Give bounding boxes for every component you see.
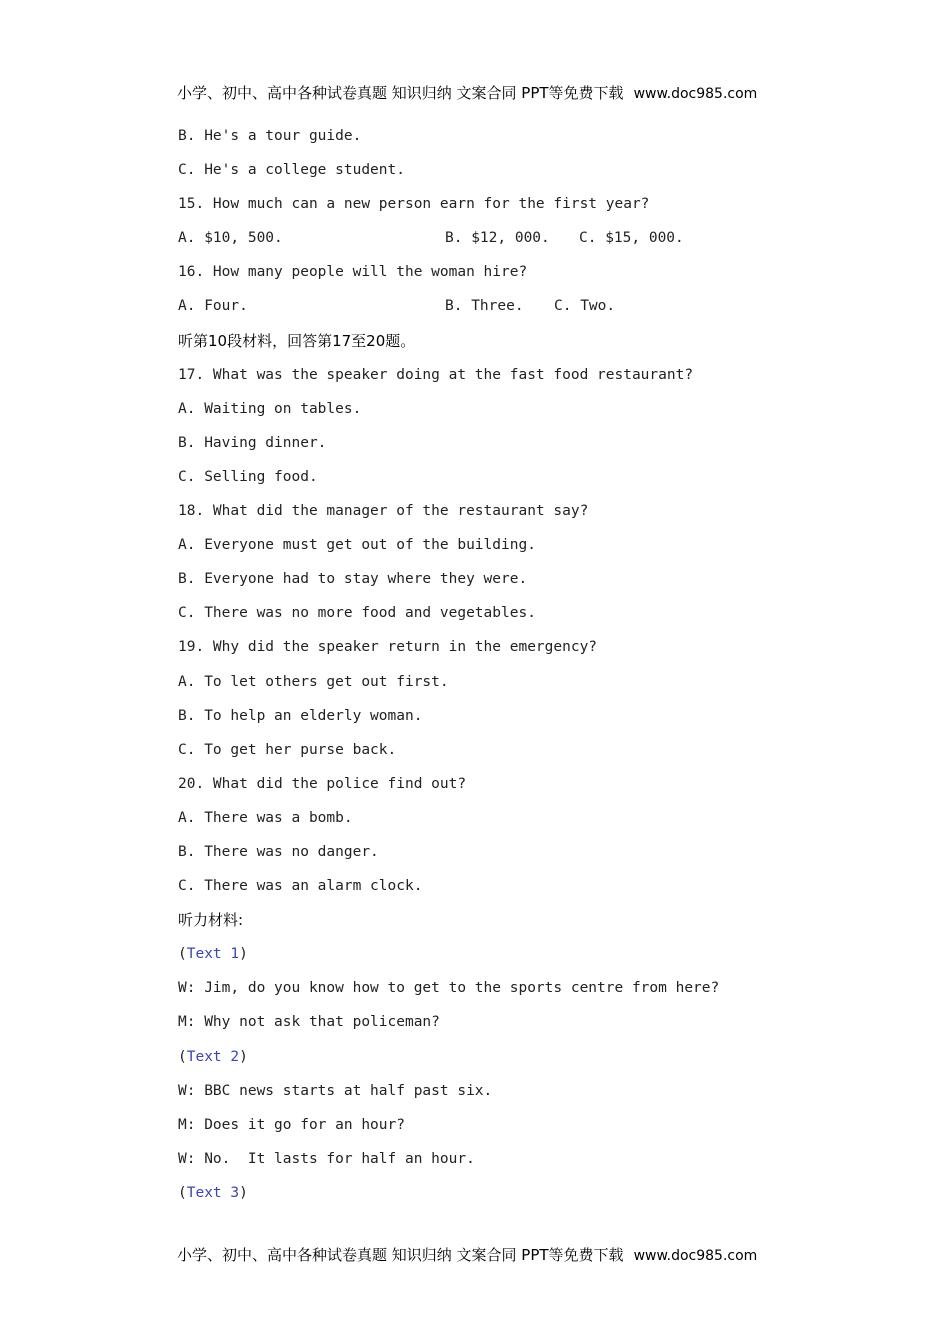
- q15-options: [178, 226, 798, 260]
- q15-option-a: A. $10, 500.: [178, 230, 283, 247]
- paren-close: ): [239, 1184, 248, 1201]
- text2-label-row: [178, 1045, 798, 1079]
- page-footer: [177, 1244, 777, 1265]
- text1-line: M: Why not ask that policeman?: [178, 1014, 440, 1031]
- q17-option-b: B. Having dinner.: [178, 434, 327, 451]
- header-title: 小学、初中、高中各种试卷真题 知识归纳 文案合同 PPT等免费下载: [177, 84, 624, 102]
- q19-option-a: A. To let others get out first.: [178, 673, 449, 690]
- q19-question: 19. Why did the speaker return in the emergency?: [178, 639, 598, 656]
- q16-option-c: C. Two.: [554, 298, 616, 315]
- q18-option-c: C. There was no more food and vegetables.: [178, 605, 536, 622]
- text2-label: Text 2: [186, 1048, 240, 1065]
- q18-option-b: B. Everyone had to stay where they were.: [178, 571, 528, 588]
- q20-option-a: A. There was a bomb.: [178, 809, 353, 826]
- q20-option-b: B. There was no danger.: [178, 843, 379, 860]
- q17-option-a: A. Waiting on tables.: [178, 400, 362, 417]
- paren-open: (: [178, 946, 187, 963]
- text3-label-row: [178, 1181, 798, 1215]
- paren-open: (: [178, 1184, 187, 1201]
- text2-line: M: Does it go for an hour?: [178, 1116, 405, 1133]
- footer-title: 小学、初中、高中各种试卷真题 知识归纳 文案合同 PPT等免费下载: [177, 1246, 624, 1264]
- transcript-heading: 听力材料:: [178, 911, 244, 930]
- q20-question: 20. What did the police find out?: [178, 775, 467, 792]
- q14-option-c: C. He's a college student.: [178, 162, 405, 179]
- paren-close: ): [239, 1048, 248, 1065]
- q16-option-b: B. Three.: [445, 298, 524, 315]
- text1-line: W: Jim, do you know how to get to the sports centre from here?: [178, 980, 720, 997]
- q17-option-c: C. Selling food.: [178, 468, 318, 485]
- q18-option-a: A. Everyone must get out of the building.: [178, 537, 536, 554]
- q14-option-b: B. He's a tour guide.: [178, 128, 362, 144]
- text3-label: Text 3: [186, 1184, 240, 1201]
- section-10-heading: 听第10段材料，回答第17至20题。: [178, 331, 416, 350]
- footer-site: www.doc985.com: [633, 1248, 758, 1264]
- text2-line: W: BBC news starts at half past six.: [178, 1082, 493, 1099]
- text1-label-row: [178, 942, 798, 976]
- q18-question: 18. What did the manager of the restaurant say?: [178, 503, 589, 520]
- header-site: www.doc985.com: [633, 86, 758, 102]
- page-header: [177, 82, 777, 103]
- q16-options: [178, 294, 798, 328]
- q16-option-a: A. Four.: [178, 298, 248, 315]
- q20-option-c: C. There was an alarm clock.: [178, 878, 423, 895]
- paren-close: ): [239, 946, 248, 963]
- text2-line: W: No. It lasts for half an hour.: [178, 1150, 475, 1167]
- q16-question: 16. How many people will the woman hire?: [178, 264, 528, 281]
- q19-option-b: B. To help an elderly woman.: [178, 707, 423, 724]
- q15-option-c: C. $15, 000.: [579, 230, 684, 247]
- document-body: [178, 124, 798, 1215]
- q15-question: 15. How much can a new person earn for the first year?: [178, 196, 650, 213]
- q17-question: 17. What was the speaker doing at the fast food restaurant?: [178, 366, 694, 383]
- paren-open: (: [178, 1048, 187, 1065]
- text1-label: Text 1: [186, 946, 240, 963]
- q19-option-c: C. To get her purse back.: [178, 741, 397, 758]
- q15-option-b: B. $12, 000.: [445, 230, 550, 247]
